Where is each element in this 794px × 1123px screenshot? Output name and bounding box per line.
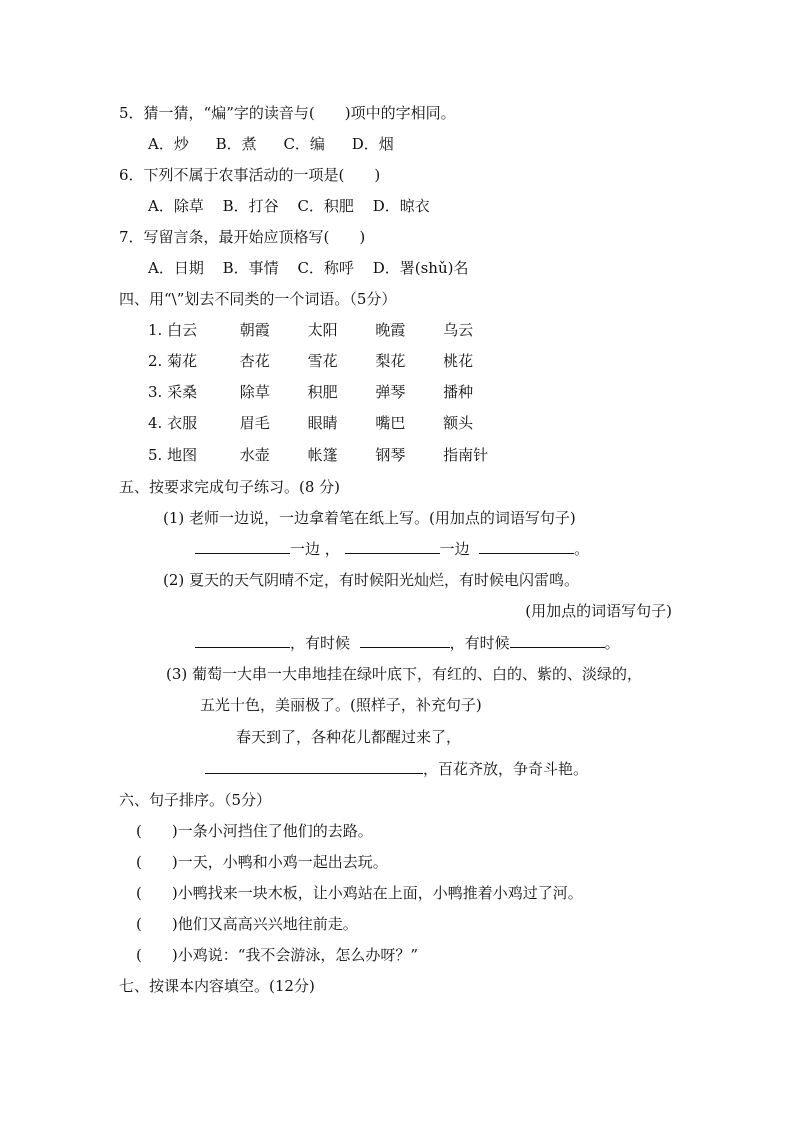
ordering-item[interactable]: ( )一天，小鸭和小鸡一起出去玩。 xyxy=(136,853,388,871)
word[interactable]: 嘴巴 xyxy=(375,414,406,432)
answer-blank[interactable] xyxy=(195,633,290,648)
ordering-item[interactable]: ( )小鸡说：“我不会游泳，怎么办呀？” xyxy=(136,946,419,964)
word[interactable]: 眼睛 xyxy=(307,414,338,432)
ordering-item[interactable]: ( )小鸭找来一块木板，让小鸡站在上面，小鸭推着小鸡过了河。 xyxy=(136,884,583,902)
q5-option-a[interactable]: A．炒 xyxy=(148,135,189,153)
word-row xyxy=(148,413,506,433)
section-5-title: 五、按要求完成句子练习。(8 分) xyxy=(119,478,341,496)
sentence-1-end: 。 xyxy=(574,540,590,558)
q7-option-a[interactable]: A．日期 xyxy=(148,259,204,277)
section-4-title: 四、用“\”划去不同类的一个词语。（5分） xyxy=(119,290,397,308)
word[interactable]: 弹琴 xyxy=(375,383,406,401)
word[interactable]: 播种 xyxy=(443,383,474,401)
word[interactable]: 杏花 xyxy=(239,352,270,370)
sentence-2-word-1: ，有时候 xyxy=(290,634,351,652)
q5-option-b[interactable]: B．煮 xyxy=(215,135,257,153)
word[interactable]: 水壶 xyxy=(239,446,270,464)
sentence-1-prompt: (1) 老师一边说，一边拿着笔在纸上写。(用加点的词语写句子) xyxy=(163,509,576,527)
sentence-3-example: 春天到了，各种花儿都醒过来了， xyxy=(236,728,462,746)
sentence-3-prompt: (3) 葡萄一大串一大串地挂在绿叶底下，有红的、白的、紫的、淡绿的， xyxy=(166,665,643,683)
word[interactable]: 指南针 xyxy=(443,446,489,464)
q6-option-c[interactable]: C．积肥 xyxy=(297,197,354,215)
word[interactable]: 积肥 xyxy=(307,383,338,401)
q6-option-b[interactable]: B．打谷 xyxy=(222,197,279,215)
word-row xyxy=(148,445,506,465)
section-6-title: 六、句子排序。（5分） xyxy=(119,791,272,809)
word-row xyxy=(148,351,506,371)
word[interactable]: 梨花 xyxy=(375,352,406,370)
q5-stem: 5．猜一猜，“煸”字的读音与( )项中的字相同。 xyxy=(119,104,456,122)
word[interactable]: 晚霞 xyxy=(375,321,406,339)
sentence-2-prompt: (2) 夏天的天气阴晴不定，有时候阳光灿烂，有时候电闪雷鸣。 xyxy=(163,571,580,589)
word[interactable]: 乌云 xyxy=(443,321,474,339)
q5-option-c[interactable]: C．编 xyxy=(283,135,325,153)
ordering-item[interactable]: ( )他们又高高兴兴地往前走。 xyxy=(136,915,358,933)
q6-option-a[interactable]: A．除草 xyxy=(148,197,204,215)
sentence-2-word-2: ，有时候 xyxy=(449,634,510,652)
word[interactable]: 3. 采桑 xyxy=(148,383,198,401)
word[interactable]: 5. 地图 xyxy=(148,446,198,464)
word[interactable]: 钢琴 xyxy=(375,446,406,464)
sentence-2-answer xyxy=(195,633,620,653)
sentence-3-prompt-cont: 五光十色，美丽极了。(照样子，补充句子) xyxy=(200,696,482,714)
answer-blank[interactable] xyxy=(479,539,574,554)
sentence-2-end: 。 xyxy=(604,634,620,652)
word[interactable]: 眉毛 xyxy=(239,414,270,432)
answer-blank[interactable] xyxy=(195,539,290,554)
word[interactable]: 朝霞 xyxy=(239,321,270,339)
sentence-1-word-2: 一边 xyxy=(439,540,470,558)
q5-options xyxy=(148,134,416,154)
word-row xyxy=(148,320,506,340)
sentence-3-answer xyxy=(205,759,588,779)
word[interactable]: 额头 xyxy=(443,414,474,432)
q7-option-d[interactable]: D．署(shǔ)名 xyxy=(372,259,469,277)
word[interactable]: 桃花 xyxy=(443,352,474,370)
word[interactable]: 2. 菊花 xyxy=(148,352,198,370)
section-7-title: 七、按课本内容填空。(12分) xyxy=(119,977,315,995)
answer-blank[interactable] xyxy=(510,633,605,648)
word-row xyxy=(148,382,506,402)
q5-option-d[interactable]: D．烟 xyxy=(351,135,394,153)
answer-blank[interactable] xyxy=(345,539,440,554)
sentence-3-end: ，百花齐放，争奇斗艳。 xyxy=(423,760,589,778)
sentence-1-answer xyxy=(195,539,589,559)
q7-option-c[interactable]: C．称呼 xyxy=(297,259,354,277)
answer-blank[interactable] xyxy=(360,633,450,648)
word[interactable]: 帐篷 xyxy=(307,446,338,464)
answer-blank[interactable] xyxy=(205,759,423,774)
word[interactable]: 除草 xyxy=(239,383,270,401)
sentence-2-hint: (用加点的词语写句子) xyxy=(525,602,672,620)
q7-option-b[interactable]: B．事情 xyxy=(222,259,279,277)
q6-options xyxy=(148,196,452,216)
ordering-item[interactable]: ( )一条小河挡住了他们的去路。 xyxy=(136,822,373,840)
word[interactable]: 1. 白云 xyxy=(148,321,198,339)
q7-stem: 7．写留言条，最开始应顶格写( ) xyxy=(119,228,366,246)
q6-stem: 6．下列不属于农事活动的一项是( ) xyxy=(119,166,381,184)
word[interactable]: 太阳 xyxy=(307,321,338,339)
q7-options xyxy=(148,258,490,278)
sentence-1-word-1: 一边 ， xyxy=(290,540,340,558)
word[interactable]: 雪花 xyxy=(307,352,338,370)
q6-option-d[interactable]: D．晾衣 xyxy=(372,197,430,215)
word[interactable]: 4. 衣服 xyxy=(148,414,198,432)
